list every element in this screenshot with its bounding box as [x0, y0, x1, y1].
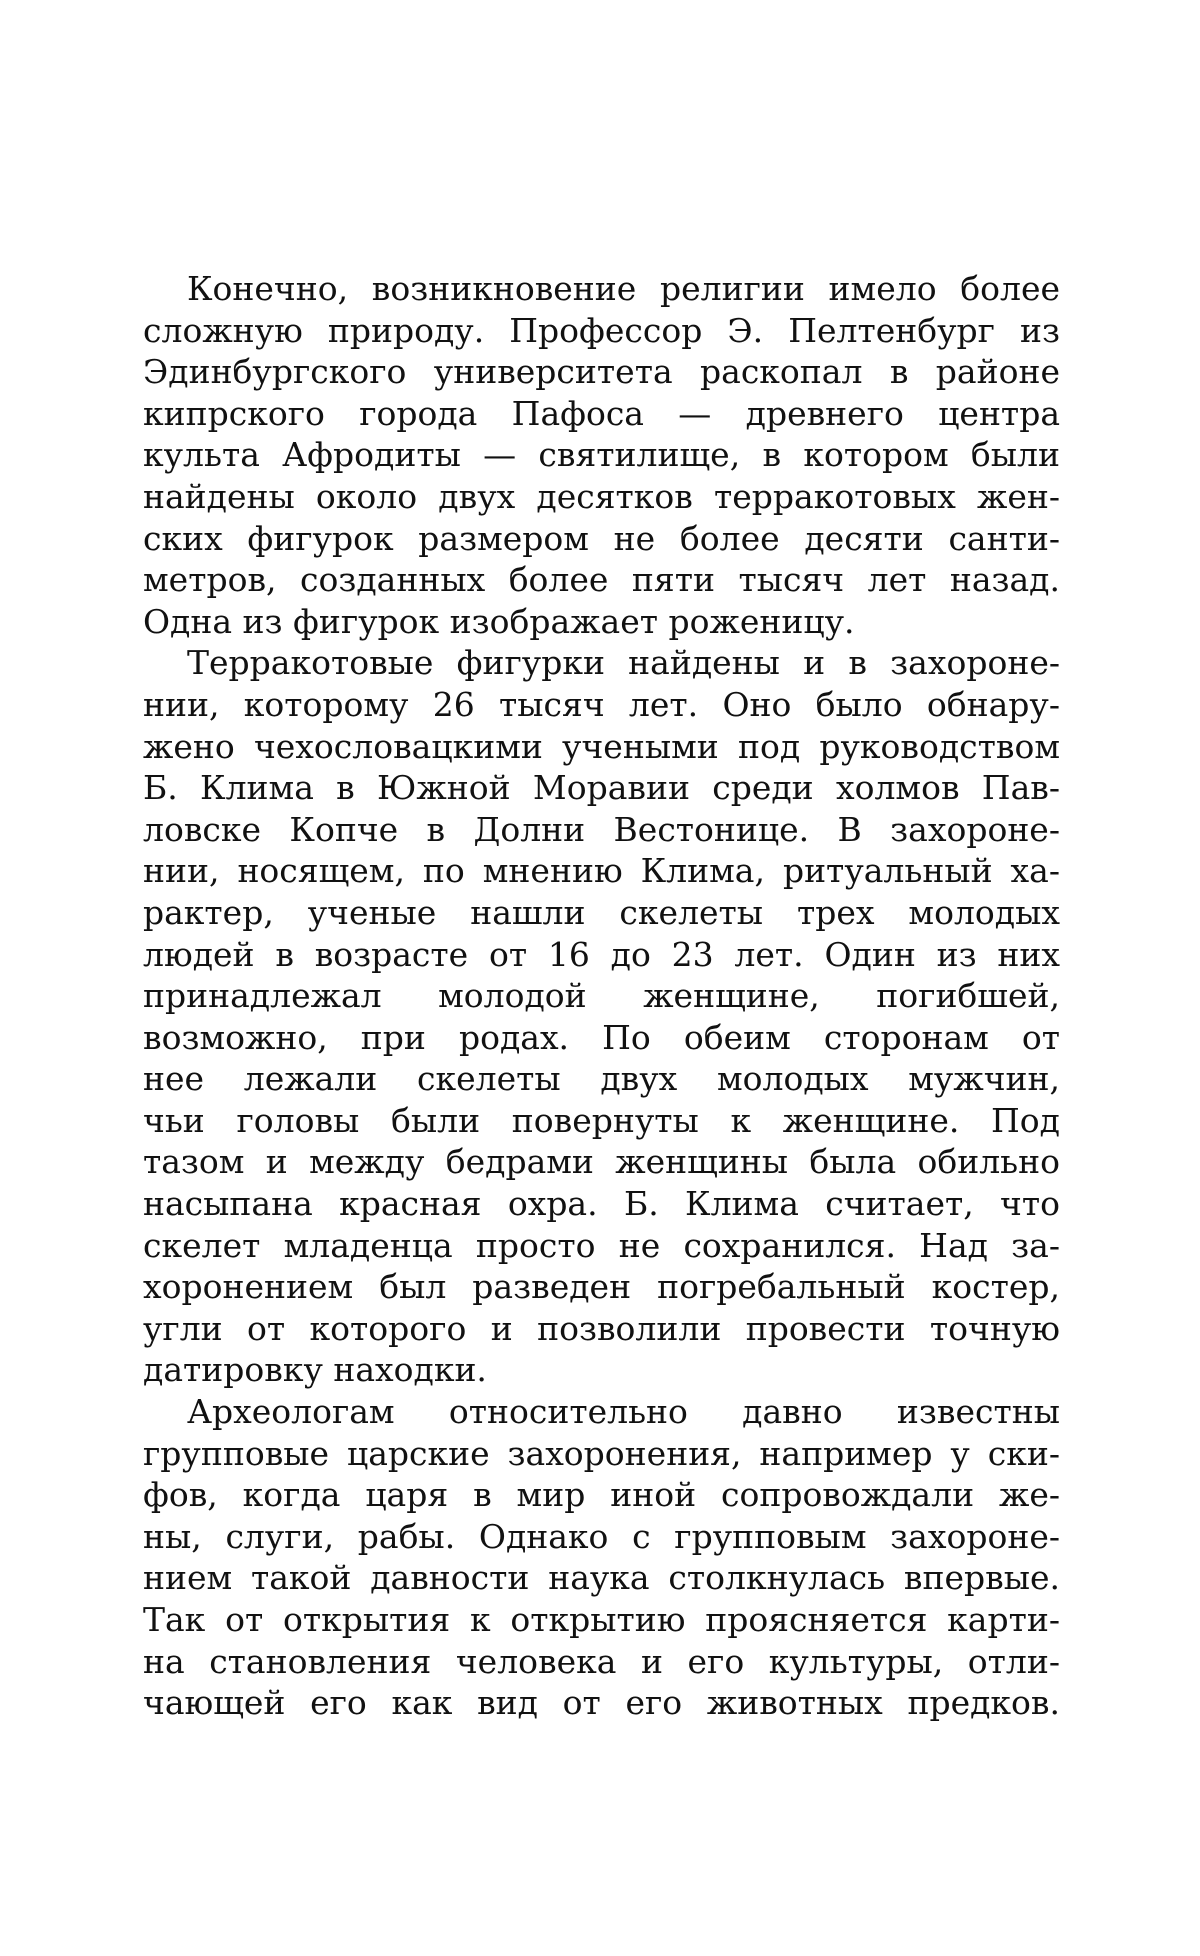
text-line: нее лежали скелеты двух молодых мужчин, — [143, 1059, 1060, 1099]
text-line: хоронением был разведен погребальный костер, — [143, 1267, 1060, 1307]
text-line: на становления человека и его культуры, отли- — [143, 1641, 1060, 1681]
text-line: людей в возрасте от 16 до 23 лет. Один из них — [143, 934, 1060, 974]
text-line: принадлежал молодой женщине, погибшей, — [143, 976, 1060, 1016]
text-line: тазом и между бедрами женщины была обильно — [143, 1142, 1060, 1182]
text-line: жено чехословацкими учеными под руководством — [143, 726, 1060, 766]
paragraph-2 — [143, 642, 1060, 1391]
text-line: Одна из фигурок изображает роженицу. — [143, 601, 855, 641]
text-line: метров, созданных более пяти тысяч лет назад. — [143, 560, 1060, 600]
text-line: Археологам относительно давно известны — [187, 1392, 1060, 1432]
text-line: насыпана красная охра. Б. Клима считает, что — [143, 1184, 1060, 1224]
text-line: Эдинбургского университета раскопал в районе — [143, 352, 1060, 392]
book-page-text — [143, 268, 1060, 1724]
text-line: Терракотовые фигурки найдены и в захороне- — [187, 643, 1060, 683]
text-line: культа Афродиты — святилище, в котором были — [143, 435, 1060, 475]
text-line: нии, которому 26 тысяч лет. Оно было обнару- — [143, 684, 1060, 724]
paragraph-1 — [143, 268, 1060, 642]
text-line: ловске Копче в Долни Вестонице. В захороне- — [143, 809, 1060, 849]
text-line: датировку находки. — [143, 1350, 487, 1390]
text-line: чьи головы были повернуты к женщине. Под — [143, 1100, 1060, 1140]
text-line: угли от которого и позволили провести точную — [143, 1308, 1060, 1348]
paragraph-3 — [143, 1391, 1060, 1724]
text-line: скелет младенца просто не сохранился. Над за- — [143, 1225, 1060, 1265]
text-line: кипрского города Пафоса — древнего центра — [143, 393, 1060, 433]
text-line: ны, слуги, рабы. Однако с групповым захороне- — [143, 1516, 1060, 1556]
text-line: Конечно, возникновение религии имело более — [187, 269, 1060, 308]
text-line: Б. Клима в Южной Моравии среди холмов Пав- — [143, 768, 1060, 808]
text-line: групповые царские захоронения, например у ски- — [143, 1433, 1060, 1473]
text-line: сложную природу. Профессор Э. Пелтенбург из — [143, 310, 1060, 350]
text-line: нии, носящем, по мнению Клима, ритуальный ха- — [143, 851, 1060, 891]
text-line: фов, когда царя в мир иной сопровождали же- — [143, 1475, 1060, 1515]
text-line: найдены около двух десятков терракотовых жен- — [143, 476, 1060, 516]
text-line: Так от открытия к открытию проясняется карти- — [143, 1600, 1060, 1639]
text-line: ских фигурок размером не более десяти санти- — [143, 518, 1060, 558]
text-line: чающей его как вид от его животных предков. — [143, 1683, 1060, 1723]
text-line: нием такой давности наука столкнулась впервые. — [143, 1558, 1060, 1598]
text-line: рактер, ученые нашли скелеты трех молодых — [143, 892, 1060, 932]
text-line: возможно, при родах. По обеим сторонам от — [143, 1017, 1060, 1057]
